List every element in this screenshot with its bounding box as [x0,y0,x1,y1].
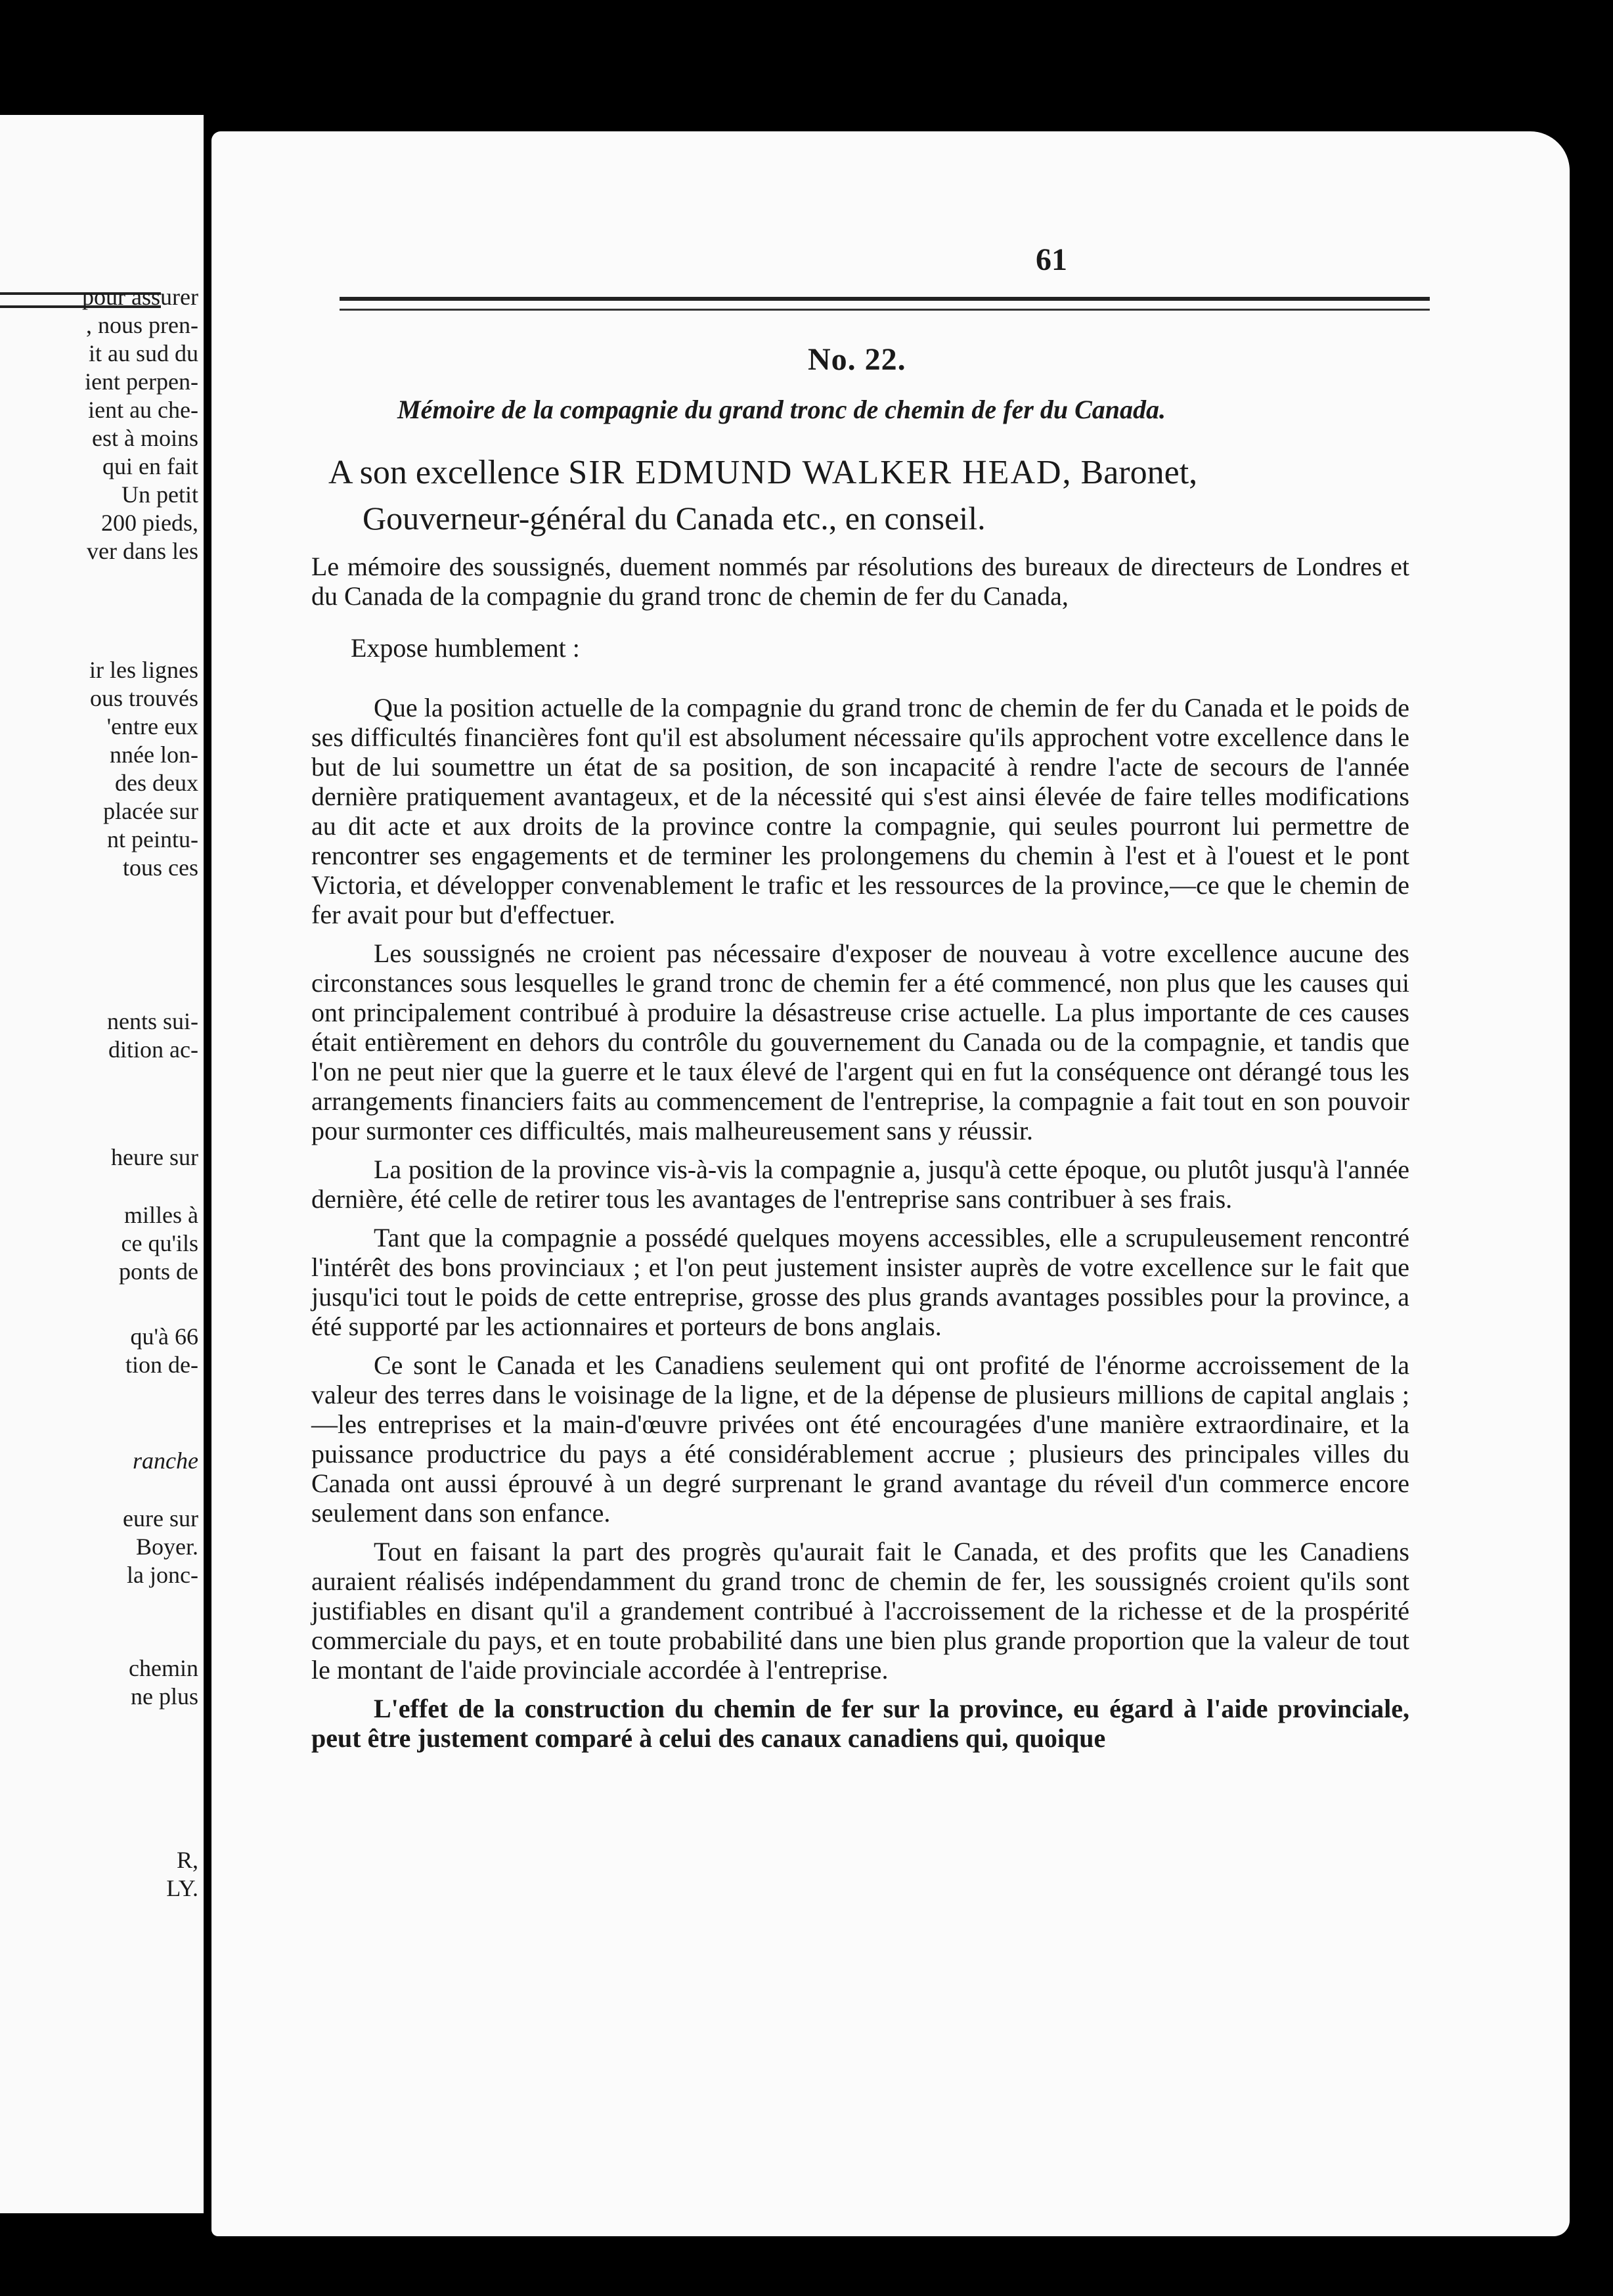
left-page-line: R, [176,1847,198,1873]
left-page-line: chemin [129,1655,198,1681]
left-page-line: ponts de [119,1258,198,1285]
left-page-line: 'entre eux [106,713,198,740]
left-page-line: Boyer. [136,1534,198,1560]
left-page-line: ranche [133,1447,198,1474]
address-name: SIR EDMUND WALKER HEAD, [568,454,1072,491]
left-page-line: pour assurer [82,284,198,310]
left-page-line: ne plus [131,1683,198,1710]
left-page-line: it au sud du [89,340,198,366]
paragraph: Tant que la compagnie a possédé quelques moyens accessibles, elle a scrupuleusement rencontré l'intérêt des bons provinciaux ; et l'on peut justement insister auprès de votre excellence sur le fait que jusqu'ici tout le poids de cette entreprise, grosse des plus grands avantages possibles pour la province, a été supporté par les actionnaires et porteurs de bons anglais. [311,1223,1409,1341]
left-page-line: 200 pieds, [101,510,198,536]
left-page-line: nnée lon- [110,741,198,768]
paragraph: Tout en faisant la part des progrès qu'aurait fait le Canada, et des profits que les Canadiens auraient réalisés indépendamment du grand tronc de chemin de fer, les soussignés croient qu'ils sont justifiables en disant qu'il a grandement contribué à l'accroissement de la richesse et de la prospérité commerciale du pays, et en toute probabilité dans une bien plus grande proportion que la valeur de tout le montant de l'aide provinciale accordée à l'entreprise. [311,1537,1409,1685]
left-page-line: , nous pren- [86,312,198,338]
left-page-line: la jonc- [127,1562,198,1588]
left-page-line: nents sui- [107,1008,198,1034]
document-title: Mémoire de la compagnie du grand tronc de chemin de fer du Canada. [397,395,1166,424]
left-page-line: tous ces [123,854,198,881]
left-page-line: eure sur [123,1505,198,1532]
left-facing-page [0,115,204,2213]
address-prefix: A son excellence [328,454,560,491]
paragraph: Les soussignés ne croient pas nécessaire d'exposer de nouveau à votre excellence aucune des circonstances sous lesquelles le grand tronc de chemin fer a été commencé, non plus que les causes qui ont principalement contribué à produire la désastreuse crise actuelle. La plus importante de ces causes était entièrement en dehors du contrôle du gouvernement du Canada ou de la compagnie, et tandis que l'on ne peut nier que la guerre et le taux élevé de l'argent qui en fut la conséquence ont dérangé tous les arrangements financiers faits au commencement de l'entreprise, la compagnie a fait tout en son pouvoir pour surmonter ces difficultés, mais malheureusement sans y réussir. [311,938,1409,1145]
left-page-line: milles à [124,1202,198,1228]
left-page-line: ver dans les [87,538,198,564]
left-page-line: LY. [166,1875,198,1901]
left-page-line: ce qu'ils [121,1230,198,1256]
left-page-line: heure sur [111,1144,198,1170]
paragraph: Expose humblement : [351,633,580,663]
left-page-line: nt peintu- [107,826,198,852]
address-suffix: Baronet, [1080,454,1198,491]
memoir-body [311,552,1409,1762]
left-page-line: Un petit [122,481,198,508]
left-page-line: est à moins [92,425,198,451]
left-page-line: ient au che- [88,397,198,423]
left-page-line: ient perpen- [85,368,198,395]
paragraph: La position de la province vis-à-vis la compagnie a, jusqu'à cette époque, ou plutôt jusqu'à l'année dernière, été celle de retirer tous les avantages de l'entreprise sans contribuer à ses frais. [311,1155,1409,1214]
left-page-line: placée sur [103,798,198,824]
page-number: 61 [1036,242,1067,277]
header-rule [340,297,1430,311]
document-page [211,131,1570,2236]
paragraph: Que la position actuelle de la compagnie du grand tronc de chemin de fer du Canada et le poids de ses difficultés financières font qu'il est absolument nécessaire qu'ils approchent votre excellence dans le but de lui soumettre un état de sa position, de son incapacité à rendre l'acte de secours de l'année dernière pratiquement avantageux, et de la nécessité qui s'est ainsi élevée de faire telles modifications au dit acte et aux droits de la province contre la compagnie, qui seules pourront lui permettre de rencontrer ses engagements et de terminer les prolongemens du chemin à l'est et à l'ouest et le pont Victoria, et développer convenablement le trafic et les ressources de la province,—ce que le chemin de fer avait pour but d'effectuer. [311,693,1409,929]
left-page-line: ous trouvés [90,685,198,711]
document-number: No. 22. [808,342,906,377]
left-page-line: qu'à 66 [130,1323,198,1350]
paragraph: Le mémoire des soussignés, duement nommés par résolutions des bureaux de directeurs de Londres et du Canada de la compagnie du grand tronc de chemin de fer du Canada, [311,552,1409,611]
address-line-2: Gouverneur-général du Canada etc., en conseil. [363,500,986,537]
paragraph: Ce sont le Canada et les Canadiens seulement qui ont profité de l'énorme accroissement de la valeur des terres dans le voisinage de la ligne, et de la dépense de plusieurs millions de capital anglais ;—les entreprises et la main-d'œuvre privées ont été encouragées d'une manière extraordinaire, et la puissance productrice du pays a été considérablement accrue ; plusieurs des principales villes du Canada ont aussi éprouvé à un degré surprenant le grand avantage du réveil d'un commerce encore seulement dans son enfance. [311,1350,1409,1528]
left-page-line: des deux [115,770,198,796]
left-page-line: tion de- [125,1352,198,1378]
address-line-1 [328,453,1197,492]
left-page-line: dition ac- [108,1036,198,1063]
paragraph: L'effet de la construction du chemin de fer sur la province, eu égard à l'aide provinciale, peut être justement comparé à celui des canaux canadiens qui, quoique [311,1694,1409,1753]
left-page-line: ir les lignes [89,657,198,683]
left-page-line: qui en fait [102,453,198,479]
